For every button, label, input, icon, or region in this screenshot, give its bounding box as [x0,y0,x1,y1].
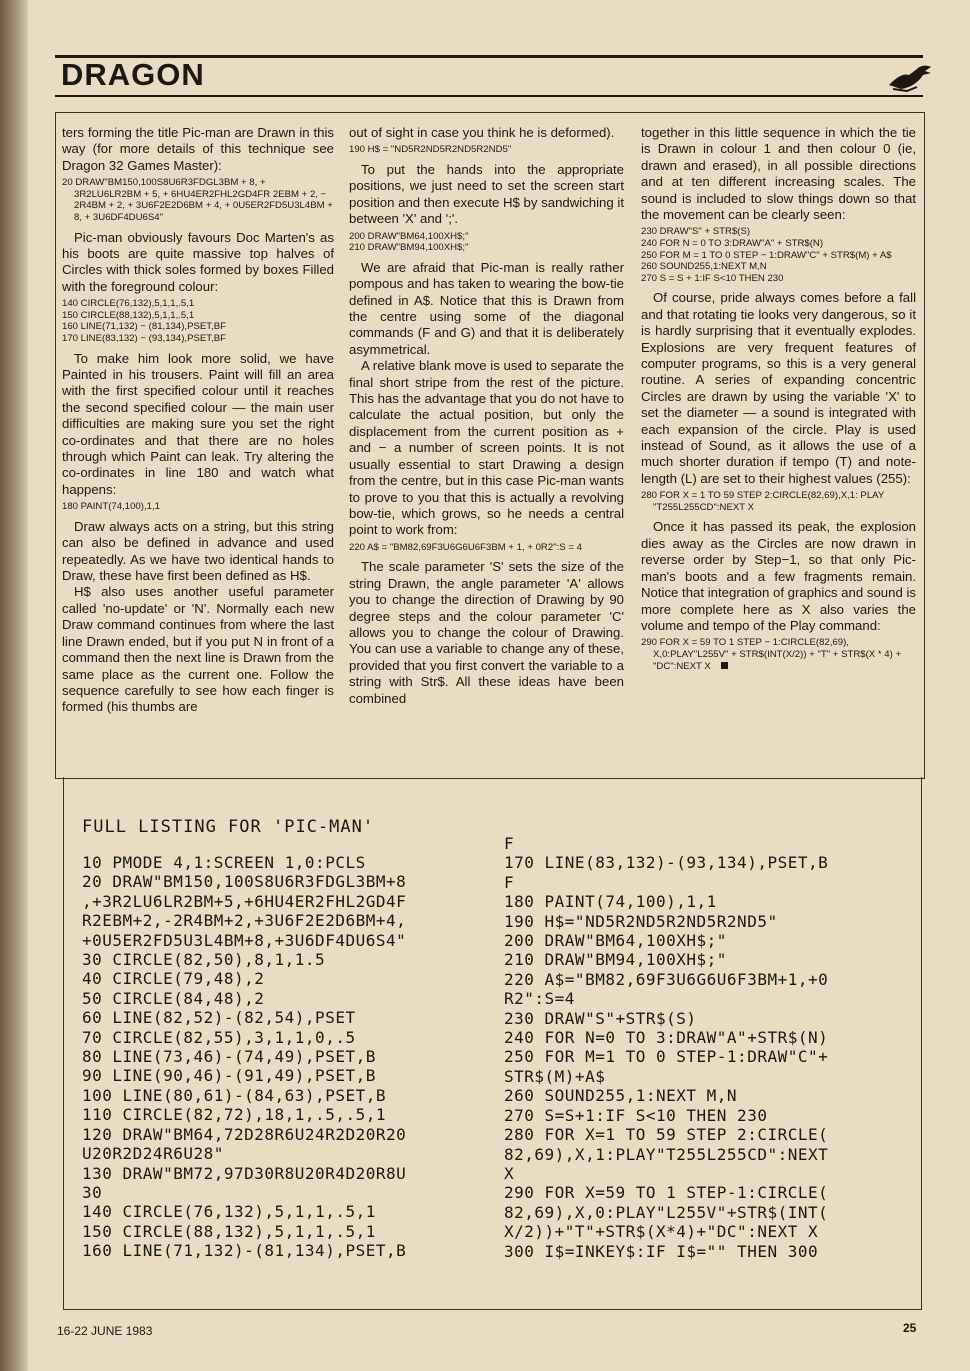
listing-line: 80 LINE(73,46)-(74,49),PSET,B [82,1047,376,1067]
dragon-logo-icon [887,59,933,93]
listing-line: 240 FOR N=0 TO 3:DRAW"A"+STR$(N) [504,1028,829,1048]
text-column-1 [62,125,334,716]
listing-line: 110 CIRCLE(82,72),18,1,.5,.5,1 [82,1105,386,1125]
paragraph: together in this little sequence in which the tie is Drawn in colour 1 and then colour 0 (ie, drawn and erased), in all possible directions and at ten different increasing scales. The sound is included to slow things down so that the movement can be clearly seen: [641,125,916,223]
listing-line: R2":S=4 [504,989,575,1009]
listing-line: R2EBM+2,-2R4BM+2,+3U6F2E2D6BM+4, [82,911,407,931]
listing-line: STR$(M)+A$ [504,1066,606,1086]
code-line: 250 FOR M = 1 TO 0 STEP − 1:DRAW"C" + STR$(M) + A$ [641,249,892,261]
code-line: 20 DRAW"BM150,100S8U6R3FDGL3BM + 8, + 3R2LU6LR2BM + 5, + 6HU4ER2FHL2GD4FR 2EBM + 2, − 2R4BM + 2, + 3U6F2E2D6BM + 4, + 0U5ER2FD5U3L4BM + 8, + 3U6DF4DU6S4" [62,177,333,223]
article-body [55,112,925,779]
code-line: 170 LINE(83,132) − (93,134),PSET,BF [62,333,226,344]
footer-date: 16-22 JUNE 1983 [57,1324,153,1338]
listing-line: 190 H$="ND5R2ND5R2ND5R2ND5" [504,911,778,931]
code-line: 240 FOR N = 0 TO 3:DRAW"A" + STR$(N) [641,238,824,250]
listing-line: 210 DRAW"BM94,100XH$;" [504,950,727,970]
code-line: 160 LINE(71,132) − (81,134),PSET,BF [62,321,226,333]
listing-line: 290 FOR X=59 TO 1 STEP-1:CIRCLE( [504,1183,829,1203]
paragraph: The scale parameter 'S' sets the size of the string Drawn, the angle parameter 'A' allows you to change the direction of Drawing by 90 degree steps and the colour parameter 'C' allows you to change the colour of Drawing. You can use a variable to change any of these, provided that you first convert the variable to a string with Str$. All these ideas have been combined [349,559,624,706]
code-snippet [62,298,334,344]
code-line: 260 SOUND255,1:NEXT M,N [641,261,767,273]
listing-line: 20 DRAW"BM150,100S8U6R3FDGL3BM+8 [82,872,407,892]
code-line-text: 290 FOR X = 59 TO 1 STEP − 1:CIRCLE(82,69), X,0:PLAY"L255V" + STR$(INT(X/2)) + "T" + STR$(X * 4) + "DC":NEXT X [641,637,902,672]
paragraph: To make him look more solid, we have Painted in his trousers. Paint will fill an area with the first specified colour until it reaches the second specified colour — the main user difficulties are making sure you set the right co-ordinates and that there are no holes through which Paint can leak. Try altering the co-ordinates in line 180 and watch what happens: [62,350,334,497]
code-snippet [62,501,334,513]
full-listing-box [63,777,922,1310]
paragraph: We are afraid that Pic-man is really rather pompous and has taken to wearing the bow-tie defined in A$. Notice that this is Drawn from the centre using some of the diagonal commands (F and G) and that it is deliberately asymmetrical. [349,259,624,357]
code-line [641,637,916,672]
code-line: 220 A$ = "BM82,69F3U6G6U6F3BM + 1, + 0R2":S = 4 [349,541,582,553]
listing-line: 150 CIRCLE(88,132),5,1,1,.5,1 [82,1221,376,1241]
code-line: 280 FOR X = 1 TO 59 STEP 2:CIRCLE(82,69),X,1: PLAY "T255L255CD":NEXT X [641,490,885,513]
listing-line: X/2))+"T"+STR$(X*4)+"DC":NEXT X [504,1222,819,1242]
paragraph: A relative blank move is used to separate the final short stripe from the rest of the picture. This has the advantage that you do not have to calculate the actual position, but only the displacement from the current position as + and − a number of screen points. It is not usually essential to start Drawing a design from the centre, but in this case Pic-man wants to prove to you that this is actually a revolving bow-tie, which grows, so he needs a central point to work from: [349,358,624,538]
code-line: 200 DRAW"BM64,100XH$;" [349,230,469,242]
header-bottom-rule [55,95,923,97]
code-snippet [62,177,334,223]
listing-line: 170 LINE(83,132)-(93,134),PSET,B [504,853,829,873]
paragraph: Of course, pride always comes before a fall and that rotating tie looks very dangerous, so it is hardly surprising that it eventually explodes. Explosions are very frequent features of computer programs, so this is a very general routine. A series of expanding concentric Circles are drawn by using the variable 'X' to set the diameter — a sound is integrated with each expansion of the circle. Play is used instead of Sound, as it allows the use of a much shorter duration if tempo (T) and note-length (L) are set to their highest values (255): [641,290,916,486]
paragraph: ters forming the title Pic-man are Drawn in this way (for more details of this technique see Dragon 32 Games Master): [62,125,334,173]
code-line: 210 DRAW"BM94,100XH$;" [349,242,469,254]
listing-line: 300 I$=INKEY$:IF I$="" THEN 300 [504,1241,819,1261]
section-title: DRAGON [61,57,205,92]
code-line: 270 S = S + 1:IF S<10 THEN 230 [641,272,784,284]
code-line: 190 H$ = "ND5R2ND5R2ND5R2ND5" [349,144,512,156]
listing-column-left [82,853,406,1261]
paragraph: Once it has passed its peak, the explosion dies away as the Circles are now drawn in reverse order by Step−1, so that only Pic-man's boots and a few fragments remain. Notice that integration of graphics and sound is more complete here as X also varies the volume and tempo of the Play command: [641,519,916,633]
listing-line: F [504,834,515,853]
page-number: 25 [903,1321,917,1335]
listing-line: 230 DRAW"S"+STR$(S) [504,1008,697,1028]
listing-line: X [504,1163,515,1183]
text-column-3 [641,125,916,678]
listing-line: 280 FOR X=1 TO 59 STEP 2:CIRCLE( [504,1125,829,1145]
listing-line: 180 PAINT(74,100),1,1 [504,892,717,912]
code-line: 230 DRAW"S" + STR$(S) [641,226,751,238]
code-line: 150 CIRCLE(88,132),5,1,1,.5,1 [62,309,195,321]
listing-line: 82,69),X,0:PLAY"L255V"+STR$(INT( [504,1202,829,1222]
listing-line: 140 CIRCLE(76,132),5,1,1,.5,1 [82,1202,376,1222]
listing-line: 270 S=S+1:IF S<10 THEN 230 [504,1105,768,1125]
code-snippet [641,637,916,672]
paragraph: To put the hands into the appropriate positions, we just need to set the screen start position and then execute H$ by sandwiching it between 'X' and ';'. [349,162,624,227]
paragraph: Draw always acts on a string, but this string can also be defined in advance and used repeatedly. As we have two identical hands to Draw, these have first been defined as H$. [62,518,334,584]
listing-line: 70 CIRCLE(82,55),3,1,1,0,.5 [82,1027,356,1047]
page-spine-shadow [0,0,28,1371]
listing-line: +0U5ER2FD5U3L4BM+8,+3U6DF4DU6S4" [82,930,407,950]
listing-line: 120 DRAW"BM64,72D28R6U24R2D20R20 [82,1124,407,1144]
listing-line: F [504,872,515,892]
listing-line: 50 CIRCLE(84,48),2 [82,988,265,1008]
code-snippet [349,144,624,156]
code-snippet [349,231,624,254]
listing-line: 30 [82,1182,103,1202]
text-column-2 [349,125,624,707]
listing-line: 40 CIRCLE(79,48),2 [82,969,265,989]
code-line: 180 PAINT(74,100),1,1 [62,501,160,513]
listing-line: 160 LINE(71,132)-(81,134),PSET,B [82,1241,407,1261]
code-snippet [641,490,916,513]
paragraph: H$ also uses another useful parameter called 'no-update' or 'N'. Normally each new Draw command continues from where the last line Drawn ended, but if you put N in front of a command then the next line is Drawn from the same place as the current one. Follow the sequence carefully to see how each finger is formed (his thumbs are [62,584,334,715]
listing-title: FULL LISTING FOR 'PIC-MAN' [82,817,375,837]
code-line: 140 CIRCLE(76,132),5,1,1,.5,1 [62,298,195,310]
listing-line: 220 A$="BM82,69F3U6G6U6F3BM+1,+0 [504,969,829,989]
listing-line: 90 LINE(90,46)-(91,49),PSET,B [82,1066,376,1086]
listing-line: 82,69),X,1:PLAY"T255L255CD":NEXT [504,1144,829,1164]
listing-column-right [504,834,828,1261]
listing-line: 250 FOR M=1 TO 0 STEP-1:DRAW"C"+ [504,1047,829,1067]
end-of-article-icon [721,662,728,669]
listing-line: 10 PMODE 4,1:SCREEN 1,0:PCLS [82,853,366,872]
code-snippet [641,226,916,284]
paragraph: out of sight in case you think he is deformed). [349,125,615,140]
listing-line: 260 SOUND255,1:NEXT M,N [504,1086,738,1106]
listing-line: ,+3R2LU6LR2BM+5,+6HU4ER2FHL2GD4F [82,891,407,911]
listing-line: 130 DRAW"BM72,97D30R8U20R4D20R8U [82,1163,407,1183]
listing-line: U20R2D24R6U28" [82,1144,224,1164]
listing-line: 100 LINE(80,61)-(84,63),PSET,B [82,1085,386,1105]
listing-line: 60 LINE(82,52)-(82,54),PSET [82,1008,356,1028]
listing-line: 200 DRAW"BM64,100XH$;" [504,931,727,951]
listing-line: 30 CIRCLE(82,50),8,1,1.5 [82,950,326,970]
page-header [55,55,925,99]
code-snippet [349,542,624,554]
paragraph: Pic-man obviously favours Doc Marten's as his boots are quite massive top halves of Circles with thick soles formed by boxes Filled with the foreground colour: [62,229,334,294]
